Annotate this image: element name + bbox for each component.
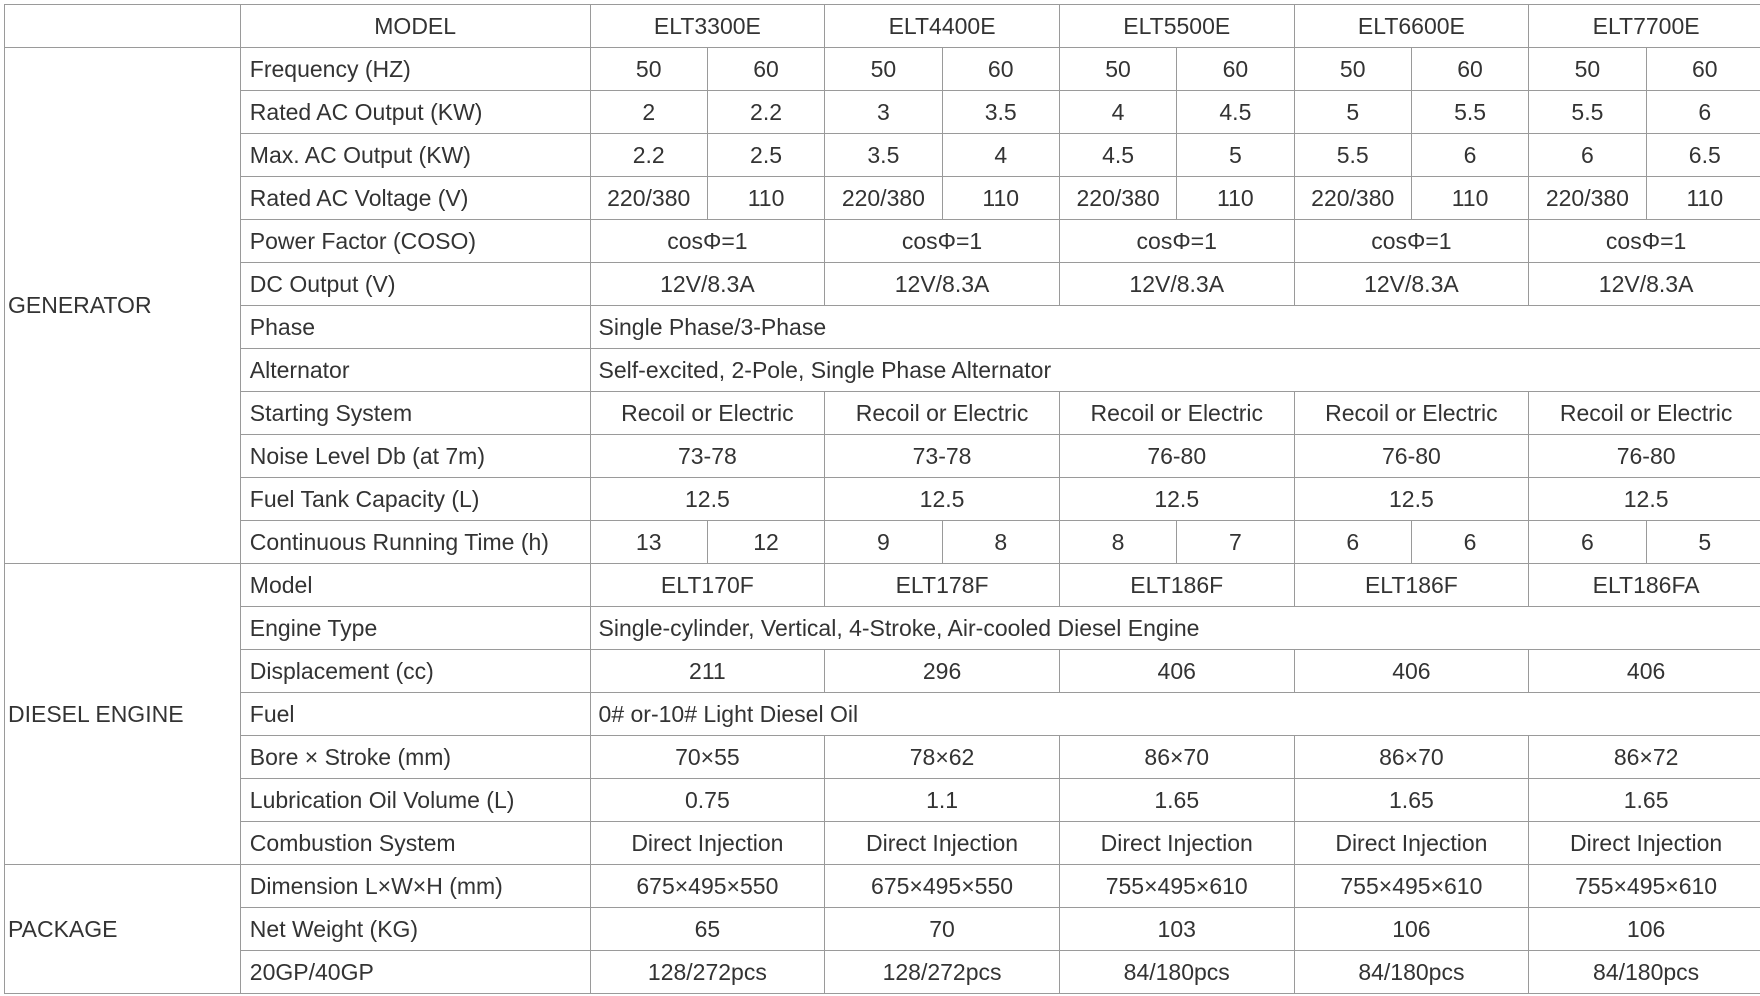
spec-row bbox=[5, 779, 1760, 822]
spec-value-cell: 50 bbox=[1059, 48, 1176, 91]
spec-value-cell: 220/380 bbox=[1059, 177, 1176, 220]
spec-value-cell: 110 bbox=[1646, 177, 1760, 220]
spec-row bbox=[5, 91, 1760, 134]
spec-value-cell: 12V/8.3A bbox=[590, 263, 825, 306]
spec-value-cell: ELT186FA bbox=[1529, 564, 1760, 607]
spec-value-cell: 12V/8.3A bbox=[825, 263, 1060, 306]
spec-row bbox=[5, 478, 1760, 521]
spec-value-cell: 73-78 bbox=[825, 435, 1060, 478]
spec-value-cell: 296 bbox=[825, 650, 1060, 693]
spec-value-cell: ELT170F bbox=[590, 564, 825, 607]
spec-label: Lubrication Oil Volume (L) bbox=[240, 779, 590, 822]
model-header: MODEL bbox=[240, 5, 590, 48]
spec-value-cell: 220/380 bbox=[825, 177, 942, 220]
spec-value-cell: 13 bbox=[590, 521, 707, 564]
spec-value-cell: 220/380 bbox=[1294, 177, 1411, 220]
spec-row bbox=[5, 177, 1760, 220]
spec-value-cell: 60 bbox=[942, 48, 1059, 91]
spec-label: Power Factor (COSO) bbox=[240, 220, 590, 263]
spec-row bbox=[5, 607, 1760, 650]
spec-value-cell: 86×70 bbox=[1059, 736, 1294, 779]
spec-value-cell: 12 bbox=[707, 521, 824, 564]
model-name-header: ELT3300E bbox=[590, 5, 825, 48]
spec-row bbox=[5, 306, 1760, 349]
spec-value-cell: 12.5 bbox=[1059, 478, 1294, 521]
spec-value-cell: 2.2 bbox=[707, 91, 824, 134]
spec-value-cell: 4 bbox=[1059, 91, 1176, 134]
spec-value-cell: 3.5 bbox=[825, 134, 942, 177]
spec-row bbox=[5, 263, 1760, 306]
spec-value-cell: Direct Injection bbox=[1059, 822, 1294, 865]
spec-row bbox=[5, 951, 1760, 994]
spec-value-cell: 6 bbox=[1529, 521, 1646, 564]
spec-value-cell: Recoil or Electric bbox=[1294, 392, 1529, 435]
spec-value-cell: cosΦ=1 bbox=[825, 220, 1060, 263]
spec-value-cell: 60 bbox=[1177, 48, 1294, 91]
spec-value-cell: 4.5 bbox=[1059, 134, 1176, 177]
spec-value-cell: 2 bbox=[590, 91, 707, 134]
spec-row bbox=[5, 48, 1760, 91]
spec-label: Bore × Stroke (mm) bbox=[240, 736, 590, 779]
spec-value-cell: 220/380 bbox=[590, 177, 707, 220]
spec-value-cell: ELT178F bbox=[825, 564, 1060, 607]
spec-value-cell: 2.5 bbox=[707, 134, 824, 177]
spec-value-cell: 8 bbox=[942, 521, 1059, 564]
spec-value-cell: 12V/8.3A bbox=[1294, 263, 1529, 306]
spec-value-cell: 70 bbox=[825, 908, 1060, 951]
spec-value-cell: 50 bbox=[1294, 48, 1411, 91]
spec-value-cell: 84/180pcs bbox=[1294, 951, 1529, 994]
spec-value-cell: 86×72 bbox=[1529, 736, 1760, 779]
spec-label: Continuous Running Time (h) bbox=[240, 521, 590, 564]
section-label: GENERATOR bbox=[5, 48, 241, 564]
spec-value-cell: 60 bbox=[707, 48, 824, 91]
spec-value-cell: 12.5 bbox=[1294, 478, 1529, 521]
spec-value-cell: cosΦ=1 bbox=[1294, 220, 1529, 263]
spec-row bbox=[5, 564, 1760, 607]
spec-row bbox=[5, 435, 1760, 478]
spec-row bbox=[5, 865, 1760, 908]
spec-value-cell: 65 bbox=[590, 908, 825, 951]
spec-value-cell: 12V/8.3A bbox=[1059, 263, 1294, 306]
spec-value-cell: Recoil or Electric bbox=[1059, 392, 1294, 435]
spec-label: Net Weight (KG) bbox=[240, 908, 590, 951]
spec-label: Model bbox=[240, 564, 590, 607]
spec-label: Alternator bbox=[240, 349, 590, 392]
spec-value-cell: 5 bbox=[1646, 521, 1760, 564]
spec-label: Combustion System bbox=[240, 822, 590, 865]
spec-value-cell: 1.1 bbox=[825, 779, 1060, 822]
spec-label: Displacement (cc) bbox=[240, 650, 590, 693]
spec-value-cell: 84/180pcs bbox=[1529, 951, 1760, 994]
spec-value-cell: 755×495×610 bbox=[1294, 865, 1529, 908]
spec-value-cell: 12.5 bbox=[590, 478, 825, 521]
spec-value-cell: 106 bbox=[1529, 908, 1760, 951]
spec-label: Phase bbox=[240, 306, 590, 349]
spec-value-cell: 12.5 bbox=[1529, 478, 1760, 521]
spec-label: Fuel bbox=[240, 693, 590, 736]
spec-value-cell: 60 bbox=[1411, 48, 1528, 91]
spec-value-cell: 9 bbox=[825, 521, 942, 564]
spec-label: Frequency (HZ) bbox=[240, 48, 590, 91]
spec-value-cell: 5.5 bbox=[1529, 91, 1646, 134]
spec-label: Rated AC Output (KW) bbox=[240, 91, 590, 134]
spec-value-cell: 128/272pcs bbox=[590, 951, 825, 994]
spec-value-cell: 86×70 bbox=[1294, 736, 1529, 779]
spec-value-cell: 84/180pcs bbox=[1059, 951, 1294, 994]
spec-value-cell: 76-80 bbox=[1294, 435, 1529, 478]
spec-value-cell: 5 bbox=[1294, 91, 1411, 134]
spec-value-cell: 6.5 bbox=[1646, 134, 1760, 177]
spec-value-cell: 675×495×550 bbox=[590, 865, 825, 908]
spec-value-cell: 4.5 bbox=[1177, 91, 1294, 134]
spec-row bbox=[5, 822, 1760, 865]
spec-value-cell: 2.2 bbox=[590, 134, 707, 177]
spec-value-cell: 406 bbox=[1059, 650, 1294, 693]
spec-value-cell: ELT186F bbox=[1059, 564, 1294, 607]
spec-value-cell: 6 bbox=[1646, 91, 1760, 134]
spec-value-cell: 110 bbox=[1411, 177, 1528, 220]
spec-value-cell: 70×55 bbox=[590, 736, 825, 779]
spec-row bbox=[5, 220, 1760, 263]
spec-value-all-models: 0# or-10# Light Diesel Oil bbox=[590, 693, 1760, 736]
spec-value-cell: 5 bbox=[1177, 134, 1294, 177]
spec-value-cell: Direct Injection bbox=[590, 822, 825, 865]
spec-label: Starting System bbox=[240, 392, 590, 435]
model-name-header: ELT7700E bbox=[1529, 5, 1760, 48]
section-label: DIESEL ENGINE bbox=[5, 564, 241, 865]
spec-value-cell: 6 bbox=[1411, 521, 1528, 564]
spec-value-cell: ELT186F bbox=[1294, 564, 1529, 607]
spec-value-cell: cosΦ=1 bbox=[1529, 220, 1760, 263]
spec-value-cell: 50 bbox=[1529, 48, 1646, 91]
spec-value-all-models: Single-cylinder, Vertical, 4-Stroke, Air-cooled Diesel Engine bbox=[590, 607, 1760, 650]
spec-value-cell: 110 bbox=[942, 177, 1059, 220]
model-name-header: ELT4400E bbox=[825, 5, 1060, 48]
spec-row bbox=[5, 134, 1760, 177]
spec-value-cell: 12V/8.3A bbox=[1529, 263, 1760, 306]
spec-value-cell: 8 bbox=[1059, 521, 1176, 564]
spec-value-cell: 755×495×610 bbox=[1529, 865, 1760, 908]
spec-value-cell: 110 bbox=[1177, 177, 1294, 220]
spec-value-cell: 76-80 bbox=[1529, 435, 1760, 478]
spec-label: Rated AC Voltage (V) bbox=[240, 177, 590, 220]
spec-row bbox=[5, 908, 1760, 951]
spec-value-cell: 1.65 bbox=[1529, 779, 1760, 822]
spec-value-cell: Recoil or Electric bbox=[825, 392, 1060, 435]
spec-value-cell: 3 bbox=[825, 91, 942, 134]
spec-value-cell: cosΦ=1 bbox=[590, 220, 825, 263]
spec-value-cell: cosΦ=1 bbox=[1059, 220, 1294, 263]
spec-label: 20GP/40GP bbox=[240, 951, 590, 994]
spec-label: DC Output (V) bbox=[240, 263, 590, 306]
spec-value-cell: Recoil or Electric bbox=[590, 392, 825, 435]
spec-label: Dimension L×W×H (mm) bbox=[240, 865, 590, 908]
spec-value-cell: 78×62 bbox=[825, 736, 1060, 779]
spec-value-cell: 128/272pcs bbox=[825, 951, 1060, 994]
spec-value-cell: 406 bbox=[1529, 650, 1760, 693]
spec-value-cell: 50 bbox=[825, 48, 942, 91]
spec-value-cell: 103 bbox=[1059, 908, 1294, 951]
model-name-header: ELT6600E bbox=[1294, 5, 1529, 48]
spec-value-cell: 675×495×550 bbox=[825, 865, 1060, 908]
spec-label: Max. AC Output (KW) bbox=[240, 134, 590, 177]
spec-value-cell: 1.65 bbox=[1294, 779, 1529, 822]
model-name-header: ELT5500E bbox=[1059, 5, 1294, 48]
spec-value-all-models: Self-excited, 2-Pole, Single Phase Alternator bbox=[590, 349, 1760, 392]
spec-table bbox=[4, 4, 1760, 994]
corner-cell bbox=[5, 5, 241, 48]
spec-value-cell: 0.75 bbox=[590, 779, 825, 822]
spec-value-cell: 4 bbox=[942, 134, 1059, 177]
spec-row bbox=[5, 736, 1760, 779]
spec-value-cell: 406 bbox=[1294, 650, 1529, 693]
spec-value-cell: 60 bbox=[1646, 48, 1760, 91]
spec-value-cell: 6 bbox=[1529, 134, 1646, 177]
spec-value-cell: 6 bbox=[1294, 521, 1411, 564]
spec-label: Engine Type bbox=[240, 607, 590, 650]
section-label: PACKAGE bbox=[5, 865, 241, 994]
spec-value-cell: 50 bbox=[590, 48, 707, 91]
spec-value-cell: 5.5 bbox=[1411, 91, 1528, 134]
spec-row bbox=[5, 392, 1760, 435]
spec-label: Noise Level Db (at 7m) bbox=[240, 435, 590, 478]
spec-value-cell: 5.5 bbox=[1294, 134, 1411, 177]
spec-value-cell: 73-78 bbox=[590, 435, 825, 478]
spec-value-cell: 220/380 bbox=[1529, 177, 1646, 220]
spec-value-cell: 6 bbox=[1411, 134, 1528, 177]
spec-value-cell: 1.65 bbox=[1059, 779, 1294, 822]
spec-value-cell: Direct Injection bbox=[825, 822, 1060, 865]
spec-row bbox=[5, 650, 1760, 693]
spec-value-cell: 3.5 bbox=[942, 91, 1059, 134]
spec-value-cell: 76-80 bbox=[1059, 435, 1294, 478]
header-row bbox=[5, 5, 1760, 48]
spec-value-cell: 106 bbox=[1294, 908, 1529, 951]
spec-value-cell: 211 bbox=[590, 650, 825, 693]
spec-value-cell: 12.5 bbox=[825, 478, 1060, 521]
spec-value-cell: Recoil or Electric bbox=[1529, 392, 1760, 435]
spec-value-all-models: Single Phase/3-Phase bbox=[590, 306, 1760, 349]
spec-value-cell: 755×495×610 bbox=[1059, 865, 1294, 908]
spec-row bbox=[5, 349, 1760, 392]
spec-value-cell: 7 bbox=[1177, 521, 1294, 564]
spec-row bbox=[5, 693, 1760, 736]
spec-label: Fuel Tank Capacity (L) bbox=[240, 478, 590, 521]
spec-value-cell: 110 bbox=[707, 177, 824, 220]
spec-value-cell: Direct Injection bbox=[1529, 822, 1760, 865]
spec-row bbox=[5, 521, 1760, 564]
spec-value-cell: Direct Injection bbox=[1294, 822, 1529, 865]
